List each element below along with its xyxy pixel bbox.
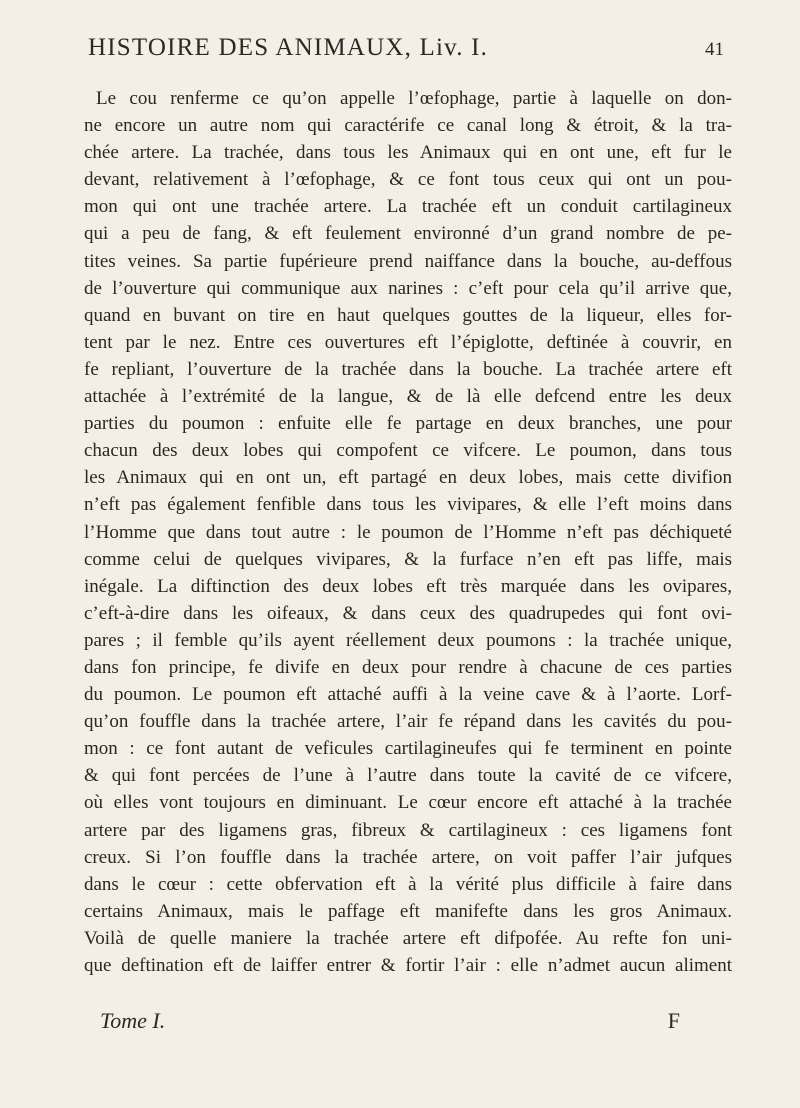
text-line: de l’ouverture qui communique aux narines : c’eft pour cela qu’il arrive que, bbox=[84, 277, 732, 299]
text-line: qui a peu de fang, & eft feulement environné d’un grand nombre de pe- bbox=[84, 223, 732, 245]
running-head bbox=[88, 34, 728, 74]
text-line: qu’on fouffle dans la trachée artere, l’air fe répand dans les cavités du pou- bbox=[84, 711, 732, 733]
text-line: Voilà de quelle maniere la trachée artere eft difpofée. Au refte fon uni- bbox=[84, 927, 732, 949]
text-line: parties du poumon : enfuite elle fe partage en deux branches, une pour bbox=[84, 413, 732, 435]
text-line: inégale. La diftinction des deux lobes eft très marquée dans les ovipares, bbox=[84, 575, 732, 597]
text-line: mon : ce font autant de veficules cartilagineufes qui fe terminent en pointe bbox=[84, 738, 732, 760]
volume-label: Tome I. bbox=[100, 1008, 166, 1033]
text-line: les Animaux qui en ont un, eft partagé en deux lobes, mais cette divifion bbox=[84, 467, 732, 489]
text-line: dans le cœur : cette obfervation eft à la vérité plus difficile à faire dans bbox=[84, 873, 732, 895]
running-title: HISTOIRE DES ANIMAUX, Liv. I. bbox=[88, 34, 489, 61]
text-line: quand en buvant on tire en haut quelques gouttes de la liqueur, elles for- bbox=[84, 304, 732, 326]
text-line: du poumon. Le poumon eft attaché auffi à la veine cave & à l’aorte. Lorf- bbox=[84, 684, 732, 706]
text-line: c’eft-à-dire dans les oifeaux, & dans ceux des quadrupedes qui font ovi- bbox=[84, 602, 732, 624]
signature-mark: F bbox=[667, 1008, 680, 1033]
text-line: où elles vont toujours en diminuant. Le cœur encore eft attaché à la trachée bbox=[84, 792, 732, 814]
text-line: mon qui ont une trachée artere. La trachée eft un conduit cartilagineux bbox=[84, 196, 732, 218]
text-line: chée artere. La trachée, dans tous les Animaux qui en ont une, eft fur le bbox=[84, 142, 732, 164]
text-line: artere par des ligamens gras, fibreux & cartilagineux : ces ligamens font bbox=[84, 819, 732, 841]
text-line: dans fon principe, fe divife en deux pour rendre à chacune de ces parties bbox=[84, 656, 732, 678]
text-line: creux. Si l’on fouffle dans la trachée artere, on voit paffer l’air jufques bbox=[84, 846, 732, 868]
text-line: comme celui de quelques vivipares, & la furface n’en eft pas liffe, mais bbox=[84, 548, 732, 570]
body-text bbox=[84, 85, 732, 979]
text-line: tent par le nez. Entre ces ouvertures eft l’épiglotte, deftinée à couvrir, en bbox=[84, 331, 732, 353]
page-footer bbox=[100, 1008, 680, 1040]
text-line: que deftination eft de laiffer entrer & fortir l’air : elle n’admet aucun aliment bbox=[84, 955, 732, 976]
text-line: n’eft pas également fenfible dans tous les vivipares, & elle l’eft moins dans bbox=[84, 494, 732, 516]
text-line: Le cou renferme ce qu’on appelle l’œfophage, partie à laquelle on don- bbox=[96, 88, 732, 109]
text-line: certains Animaux, mais le paffage eft manifefte dans les gros Animaux. bbox=[84, 900, 732, 922]
text-line: attachée à l’extrémité de la langue, & de là elle defcend entre les deux bbox=[84, 386, 732, 408]
text-line: pares ; il femble qu’ils ayent réellement deux poumons : la trachée unique, bbox=[84, 629, 732, 651]
text-line: l’Homme que dans tout autre : le poumon de l’Homme n’eft pas déchiqueté bbox=[84, 521, 732, 543]
text-line: tites veines. Sa partie fupérieure prend naiffance dans la bouche, au-deffous bbox=[84, 250, 732, 272]
text-line: devant, relativement à l’œfophage, & ce font tous ceux qui ont un pou- bbox=[84, 169, 732, 191]
text-line: & qui font percées de l’une à l’autre dans toute la cavité de ce vifcere, bbox=[84, 765, 732, 787]
text-line: chacun des deux lobes qui compofent ce vifcere. Le poumon, dans tous bbox=[84, 440, 732, 462]
text-line: fe repliant, l’ouverture de la trachée dans la bouche. La trachée artere eft bbox=[84, 358, 732, 380]
page-number: 41 bbox=[705, 39, 724, 60]
text-line: ne encore un autre nom qui caractérife ce canal long & étroit, & la tra- bbox=[84, 115, 732, 137]
